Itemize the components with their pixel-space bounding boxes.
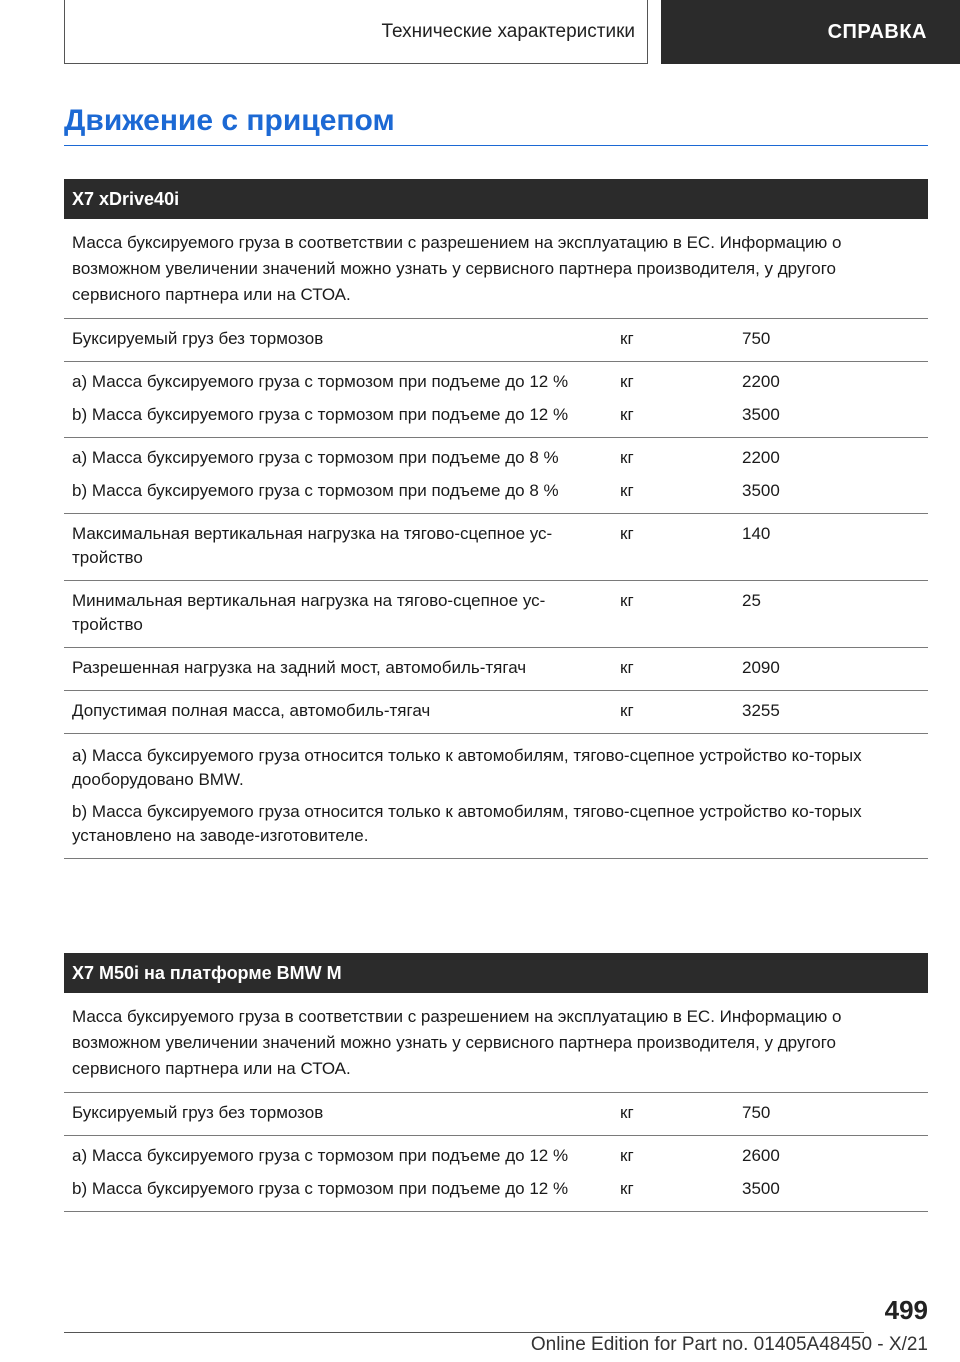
row-value bbox=[742, 1136, 928, 1211]
row-label-a: a) Масса буксируемого груза с тормозом при подъеме до 12 % bbox=[72, 1146, 569, 1165]
row-label-b: b) Масса буксируемого груза с тормозом при подъеме до 12 % bbox=[72, 405, 569, 424]
row-unit bbox=[612, 438, 742, 513]
title-divider bbox=[64, 145, 928, 146]
row-label-b: b) Масса буксируемого груза с тормозом при подъеме до 12 % bbox=[72, 1179, 569, 1198]
unit-a: кг bbox=[620, 372, 634, 391]
section-intro: Масса буксируемого груза в соответствии с разрешением на эксплуатацию в ЕС. Информацию о возможном увеличении значений можно узнать у сервисного партнера производителя, у другого сервисного партнера или на СТОА. bbox=[64, 993, 928, 1093]
table-row bbox=[64, 1093, 928, 1136]
row-label: Буксируемый груз без тормозов bbox=[72, 1103, 324, 1122]
table-row bbox=[64, 648, 928, 691]
row-value: 25 bbox=[742, 591, 761, 610]
table-row bbox=[64, 514, 928, 581]
section-intro: Масса буксируемого груза в соответствии с разрешением на эксплуатацию в ЕС. Информацию о возможном увеличении значений можно узнать у сервисного партнера производителя, у другого сервисного партнера или на СТОА. bbox=[64, 219, 928, 319]
section-x7-m50i bbox=[64, 953, 928, 1212]
row-unit: кг bbox=[620, 1103, 634, 1122]
table-notes bbox=[64, 734, 928, 859]
table-row bbox=[64, 1136, 928, 1212]
row-unit bbox=[612, 1136, 742, 1211]
unit-b: кг bbox=[620, 481, 634, 500]
table-row bbox=[64, 362, 928, 438]
header-chapter-tab[interactable]: СПРАВКА bbox=[661, 0, 960, 64]
section-heading: X7 xDrive40i bbox=[64, 179, 928, 219]
unit-a: кг bbox=[620, 1146, 634, 1165]
row-label bbox=[64, 362, 612, 437]
row-label: Допустимая полная масса, автомобиль-тягач bbox=[72, 701, 431, 720]
value-a: 2200 bbox=[742, 448, 780, 467]
row-value bbox=[742, 438, 928, 513]
row-value: 3255 bbox=[742, 701, 780, 720]
row-unit: кг bbox=[620, 658, 634, 677]
header-section-title: Технические характеристики bbox=[64, 0, 648, 64]
row-label bbox=[64, 1136, 612, 1211]
note-a: a) Масса буксируемого груза относится только к автомобилям, тягово-сцепное устройство ко-торых дооборудовано BMW. bbox=[72, 746, 862, 789]
note-b: b) Масса буксируемого груза относится только к автомобилям, тягово-сцепное устройство ко-торых установлено на заводе-изготовителе. bbox=[72, 802, 862, 845]
footer-divider bbox=[64, 1332, 864, 1333]
row-label bbox=[64, 438, 612, 513]
row-value: 2090 bbox=[742, 658, 780, 677]
row-label-a: a) Масса буксируемого груза с тормозом при подъеме до 12 % bbox=[72, 372, 569, 391]
row-unit: кг bbox=[620, 701, 634, 720]
row-unit: кг bbox=[620, 591, 634, 610]
row-label-a: a) Масса буксируемого груза с тормозом при подъеме до 8 % bbox=[72, 448, 559, 467]
page-number: 499 bbox=[884, 1295, 928, 1325]
footer-edition: Online Edition for Part no. 01405A48450 - X/21 bbox=[530, 1334, 928, 1355]
page-title: Движение с прицепом bbox=[64, 104, 395, 137]
value-a: 2200 bbox=[742, 372, 780, 391]
row-unit: кг bbox=[620, 524, 634, 543]
table-row bbox=[64, 438, 928, 514]
unit-b: кг bbox=[620, 1179, 634, 1198]
row-value bbox=[742, 362, 928, 437]
row-unit: кг bbox=[620, 329, 634, 348]
row-label-b: b) Масса буксируемого груза с тормозом при подъеме до 8 % bbox=[72, 481, 559, 500]
row-value: 750 bbox=[742, 329, 771, 348]
value-b: 3500 bbox=[742, 1179, 780, 1198]
unit-a: кг bbox=[620, 448, 634, 467]
table-row bbox=[64, 581, 928, 648]
section-heading: X7 M50i на платформе BMW M bbox=[64, 953, 928, 993]
unit-b: кг bbox=[620, 405, 634, 424]
table-row bbox=[64, 691, 928, 734]
value-b: 3500 bbox=[742, 405, 780, 424]
row-unit bbox=[612, 362, 742, 437]
table-row bbox=[64, 319, 928, 362]
row-label: Минимальная вертикальная нагрузка на тягово-сцепное ус-тройство bbox=[72, 591, 546, 634]
row-label: Разрешенная нагрузка на задний мост, автомобиль-тягач bbox=[72, 658, 527, 677]
value-b: 3500 bbox=[742, 481, 780, 500]
section-x7-xdrive40i bbox=[64, 179, 928, 859]
row-label: Максимальная вертикальная нагрузка на тягово-сцепное ус-тройство bbox=[72, 524, 553, 567]
row-value: 140 bbox=[742, 524, 771, 543]
row-value: 750 bbox=[742, 1103, 771, 1122]
value-a: 2600 bbox=[742, 1146, 780, 1165]
row-label: Буксируемый груз без тормозов bbox=[72, 329, 324, 348]
